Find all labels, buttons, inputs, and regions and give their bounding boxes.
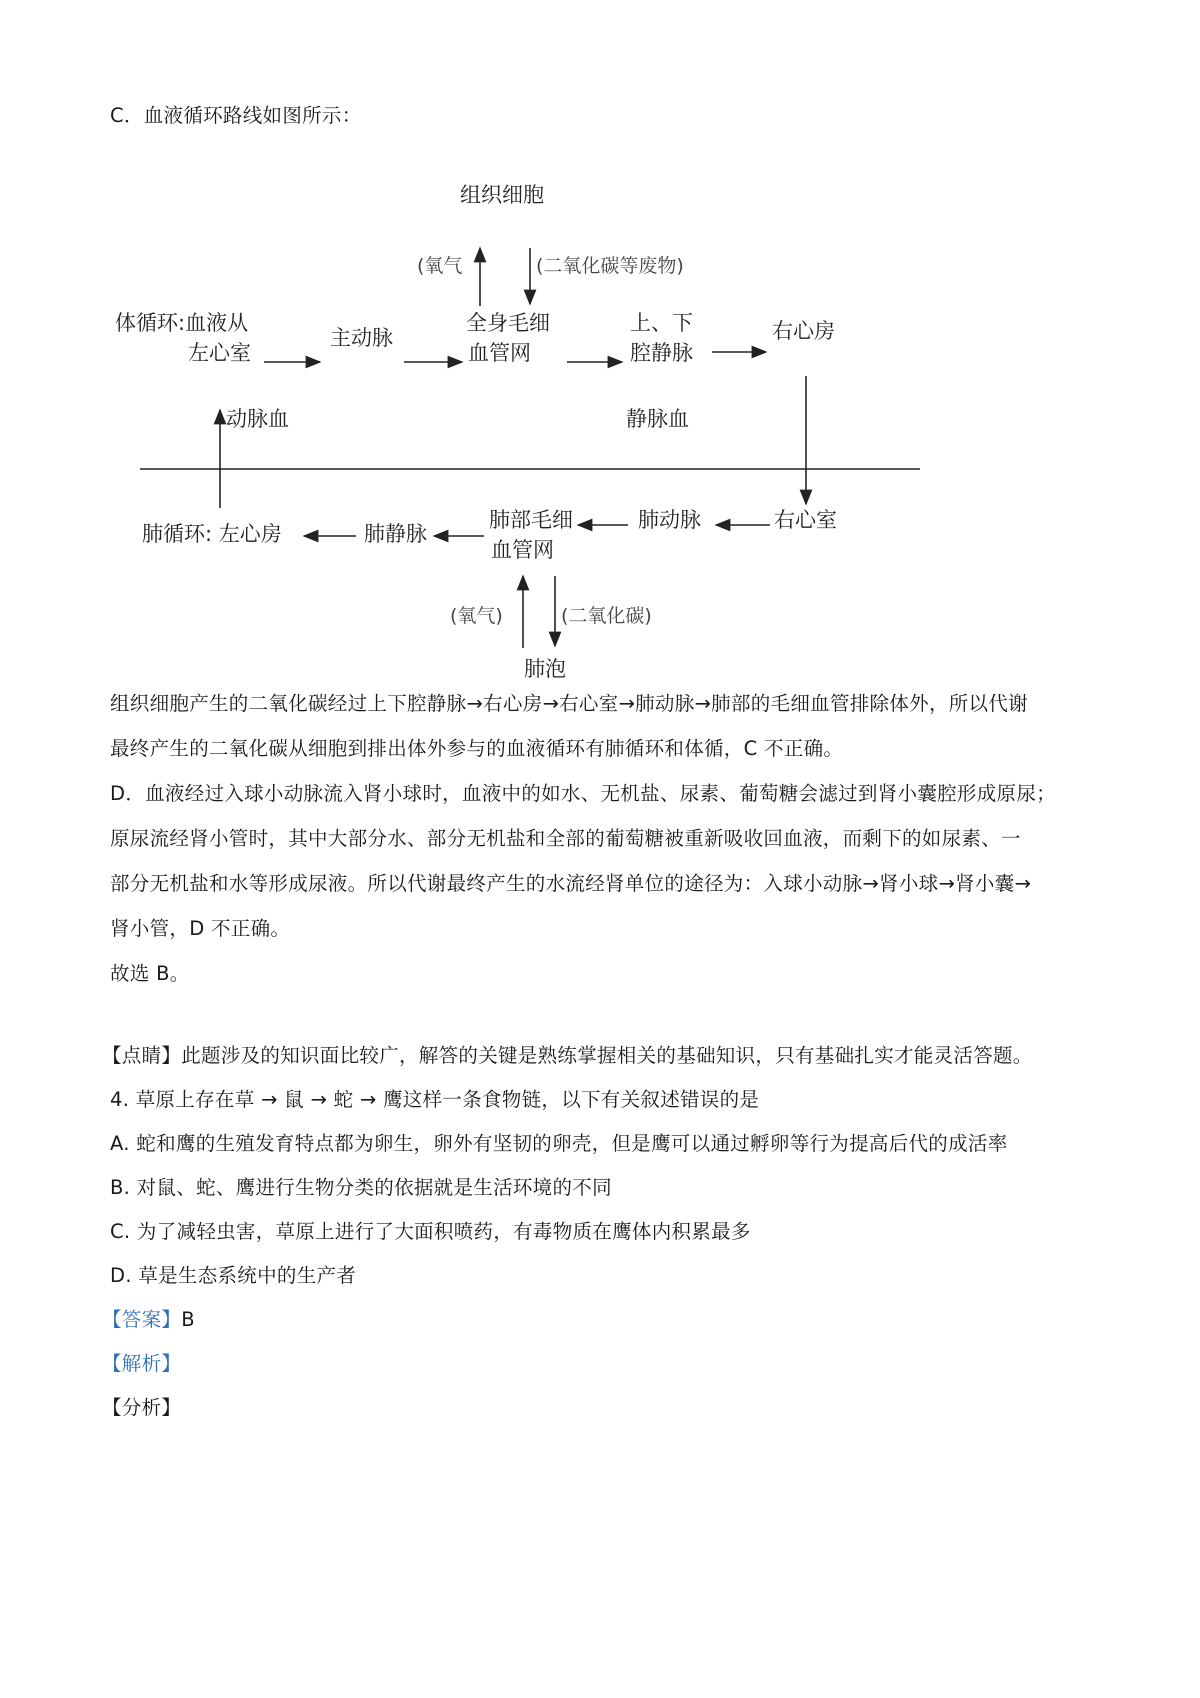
paragraph-line: 肾小管，D 不正确。 xyxy=(110,917,291,940)
paragraph-line: 最终产生的二氧化碳从细胞到排出体外参与的血液循环有肺循环和体循，C 不正确。 xyxy=(110,737,844,760)
question-4: 4. 草原上存在草 → 鼠 → 蛇 → 鹰这样一条食物链，以下有关叙述错误的是 xyxy=(110,1088,760,1111)
aorta-label: 主动脉 xyxy=(330,326,393,350)
pulmonary-circulation-label: 肺循环: 左心房 xyxy=(142,522,282,546)
option-d: D. 草是生态系统中的生产者 xyxy=(110,1264,357,1287)
pulmonary-artery-label: 肺动脉 xyxy=(638,508,701,532)
systemic-circulation-label: 体循环:血液从 xyxy=(115,311,249,335)
venous-blood-label: 静脉血 xyxy=(626,407,689,431)
left-ventricle-label: 左心室 xyxy=(188,341,251,365)
right-ventricle-label: 右心室 xyxy=(774,508,837,532)
alveoli-label: 肺泡 xyxy=(524,657,566,681)
answer-label: 【答案】 xyxy=(102,1308,182,1331)
option-d-line: D．血液经过入球小动脉流入肾小球时，血液中的如水、无机盐、尿素、葡萄糖会滤过到肾小囊腔形成原尿； xyxy=(110,782,1056,805)
paragraph-line: 组织细胞产生的二氧化碳经过上下腔静脉→右心房→右心室→肺动脉→肺部的毛细血管排除体外，所以代谢 xyxy=(110,692,1028,715)
analysis-label: 【解析】 xyxy=(102,1352,182,1375)
option-a: A. 蛇和鹰的生殖发育特点都为卵生，卵外有坚韧的卵壳，但是鹰可以通过孵卵等行为提高后代的成活率 xyxy=(110,1132,1008,1155)
option-c-heading: C．血液循环路线如图所示： xyxy=(110,104,362,127)
oxygen-top-label: (氧气 xyxy=(417,255,463,277)
answer-value: B xyxy=(181,1308,195,1331)
lung-capillary-label: 肺部毛细 xyxy=(489,508,573,532)
co2-waste-label: (二氧化碳等废物) xyxy=(536,255,684,277)
vena-cava-label: 上、下 xyxy=(630,311,693,335)
lung-capillary-label-2: 血管网 xyxy=(491,538,554,562)
fenxi-label: 【分析】 xyxy=(102,1396,182,1419)
option-b: B. 对鼠、蛇、鹰进行生物分类的依据就是生活环境的不同 xyxy=(110,1176,612,1199)
vena-cava-label-2: 腔静脉 xyxy=(630,341,693,365)
paragraph-line: 部分无机盐和水等形成尿液。所以代谢最终产生的水流经肾单位的途径为：入球小动脉→肾小球→肾小囊→ xyxy=(110,872,1032,895)
comment-line: 【点睛】此题涉及的知识面比较广，解答的关键是熟练掌握相关的基础知识，只有基础扎实才能灵活答题。 xyxy=(102,1044,1033,1067)
choose-answer: 故选 B。 xyxy=(110,962,190,985)
paragraph-line: 原尿流经肾小管时，其中大部分水、部分无机盐和全部的葡萄糖被重新吸收回血液，而剩下的如尿素、一 xyxy=(110,827,1021,850)
body-capillary-label-2: 血管网 xyxy=(468,341,531,365)
tissue-cells-label: 组织细胞 xyxy=(460,183,544,207)
body-capillary-label: 全身毛细 xyxy=(466,311,550,335)
arterial-blood-label: 动脉血 xyxy=(226,407,289,431)
option-c: C. 为了减轻虫害，草原上进行了大面积喷药，有毒物质在鹰体内积累最多 xyxy=(110,1220,751,1243)
right-atrium-label: 右心房 xyxy=(772,319,835,343)
co2-bottom-label: (二氧化碳) xyxy=(561,605,652,627)
pulmonary-vein-label: 肺静脉 xyxy=(364,522,427,546)
answer-line xyxy=(102,1304,195,1332)
oxygen-bottom-label: (氧气) xyxy=(450,605,503,627)
